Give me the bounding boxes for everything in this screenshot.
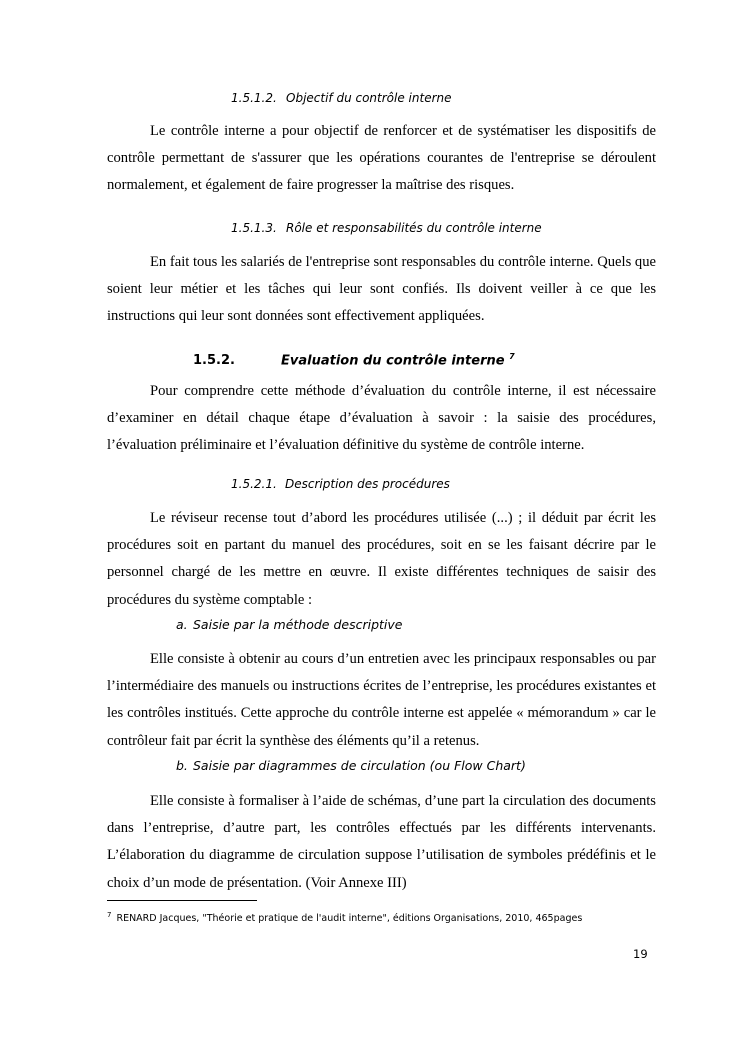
footnote-reference: 7 <box>509 352 515 361</box>
footnote-text: RENARD Jacques, "Théorie et pratique de l'audit interne", éditions Organisations, 2010, 465pages <box>116 913 583 925</box>
paragraph: Le contrôle interne a pour objectif de renforcer et de systématiser les dispositifs de contrôle permettant de s'assurer que les opérations courantes de l'entreprise se déroulent normalement, et également de faire progresser la maîtrise des risques. <box>107 123 656 194</box>
section-heading-1521 <box>231 476 450 492</box>
section-title: Description des procédures <box>285 477 450 491</box>
item-title: Saisie par diagrammes de circulation (ou Flow Chart) <box>193 758 526 773</box>
paragraph-block <box>107 249 656 331</box>
paragraph: Le réviseur recense tout d’abord les procédures utilisée (...) ; il déduit par écrit les procédures soit en partant du manuel des procédures, soit en se les faisant décrire par le personnel chargé de les mettre en œuvre. Il existe différentes techniques de saisir des procédures du système comptable : <box>107 510 656 608</box>
item-heading-a <box>176 617 403 633</box>
paragraph: Elle consiste à formaliser à l’aide de schémas, d’une part la circulation des documents dans l’entreprise, d’autre part, les contrôles effectués par les différents intervenants. L’élaboration du diagramme de circulation suppose l’utilisation de symboles prédéfinis et le choix d’un mode de présentation. (Voir Annexe III) <box>107 793 656 891</box>
paragraph-block <box>107 378 656 460</box>
section-title: Objectif du contrôle interne <box>286 91 452 105</box>
section-heading-1513 <box>231 220 542 236</box>
section-heading-1512 <box>231 90 452 106</box>
paragraph: Elle consiste à obtenir au cours d’un entretien avec les principaux responsables ou par l’intermédiaire des manuels ou instructions écrites de l’entreprise, les procédures existantes et les contrôles institués. Cette approche du contrôle interne est appelée « mémorandum » car le contrôleur fait par écrit la synthèse des éléments qu’il a retenus. <box>107 651 656 749</box>
paragraph-block <box>107 118 656 200</box>
footnote <box>107 909 582 925</box>
paragraph-block <box>107 646 656 755</box>
paragraph: En fait tous les salariés de l'entreprise sont responsables du contrôle interne. Quels que soient leur métier et les tâches qui leur sont confiés. Ils doivent veiller à ce que les instructions qui leur sont données sont effectivement appliquées. <box>107 254 656 325</box>
item-label: a. <box>176 617 188 632</box>
paragraph-block <box>107 788 656 897</box>
section-title: Evaluation du contrôle interne <box>281 353 505 369</box>
page-number: 19 <box>633 947 648 961</box>
section-number: 1.5.1.2. <box>231 91 277 105</box>
section-number: 1.5.2. <box>193 353 235 369</box>
paragraph-block <box>107 505 656 614</box>
footnote-separator <box>107 900 257 901</box>
item-title: Saisie par la méthode descriptive <box>193 617 403 632</box>
item-label: b. <box>176 758 188 773</box>
item-heading-b <box>176 758 526 774</box>
section-title: Rôle et responsabilités du contrôle interne <box>286 221 542 235</box>
section-number: 1.5.1.3. <box>231 221 277 235</box>
section-number: 1.5.2.1. <box>231 477 277 491</box>
footnote-marker: 7 <box>107 911 112 919</box>
section-heading-152 <box>193 348 515 370</box>
paragraph: Pour comprendre cette méthode d’évaluation du contrôle interne, il est nécessaire d’examiner en détail chaque étape d’évaluation à savoir : la saisie des procédures, l’évaluation préliminaire et l’évaluation définitive du système de contrôle interne. <box>107 383 656 454</box>
